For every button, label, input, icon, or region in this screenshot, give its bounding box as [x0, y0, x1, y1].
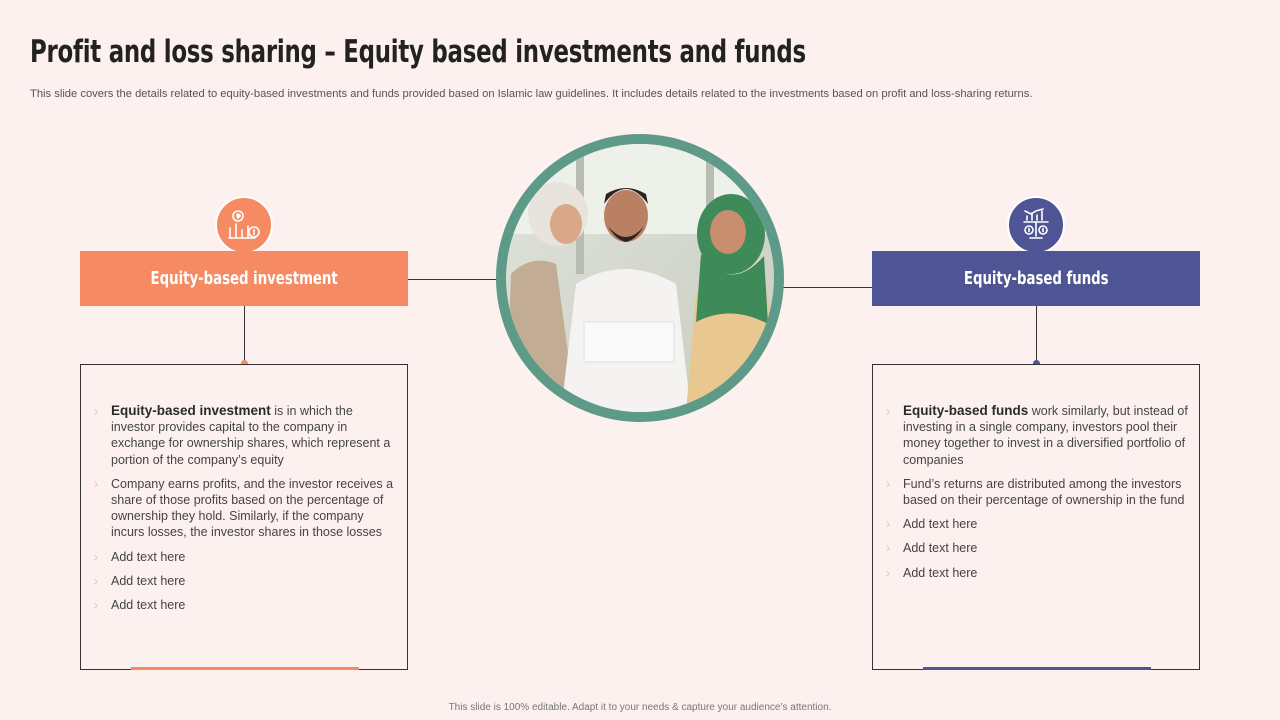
list-item-bold: Equity-based investment [111, 403, 271, 418]
list-item [111, 573, 397, 589]
connector-right [782, 287, 872, 288]
list-item [903, 476, 1189, 508]
team-photo-image [506, 144, 774, 412]
connector-left-down [244, 306, 245, 364]
list-item [903, 565, 1189, 581]
fund-chart-scale-icon [1007, 196, 1065, 254]
equity-funds-card [872, 364, 1200, 670]
list-item [111, 549, 397, 565]
list-item-bold: Equity-based funds [903, 403, 1029, 418]
list-item [903, 516, 1189, 532]
equity-funds-list [903, 403, 1189, 589]
equity-investment-list [111, 403, 397, 621]
list-item [111, 476, 397, 541]
list-item [903, 540, 1189, 556]
list-item-text: is in which the investor provides capital to the company in exchange for ownership shares, which represent a portion of the company’s equity [111, 404, 391, 467]
list-item [111, 597, 397, 613]
slide-subtitle: This slide covers the details related to equity-based investments and funds provided based on Islamic law guidelines. It includes details related to the investments based on profit and loss-sharing returns. [30, 88, 1033, 100]
list-item-text: work similarly, but instead of investing in a single company, investors pool their money together to invest in a diversified portfolio of companies [903, 404, 1188, 467]
list-item-text: Company earns profits, and the investor receives a share of those profits based on the percentage of ownership they hold. Similarly, if the company incurs losses, the investor shares in those losses [111, 476, 394, 540]
list-item-text: Add text here [111, 549, 186, 564]
money-growth-icon [215, 196, 273, 254]
connector-right-down [1036, 306, 1037, 364]
list-item-text: Add text here [903, 541, 978, 556]
slide-title: Profit and loss sharing – Equity based investments and funds [30, 34, 806, 70]
equity-investment-card [80, 364, 408, 670]
list-item-text: Add text here [903, 565, 978, 580]
card-accent-bar [131, 667, 359, 670]
team-photo [496, 134, 784, 422]
equity-investment-header: Equity-based investment [80, 251, 408, 306]
list-item-text: Fund’s returns are distributed among the investors based on their percentage of ownership in the fund [903, 476, 1185, 508]
card-accent-bar [923, 667, 1151, 670]
list-item-text: Add text here [903, 517, 978, 532]
connector-left [408, 279, 500, 280]
list-item [111, 403, 397, 468]
list-item-text: Add text here [111, 573, 186, 588]
list-item-text: Add text here [111, 598, 186, 613]
slide-footer: This slide is 100% editable. Adapt it to your needs & capture your audience’s attention. [448, 702, 832, 713]
equity-funds-header: Equity-based funds [872, 251, 1200, 306]
list-item [903, 403, 1189, 468]
